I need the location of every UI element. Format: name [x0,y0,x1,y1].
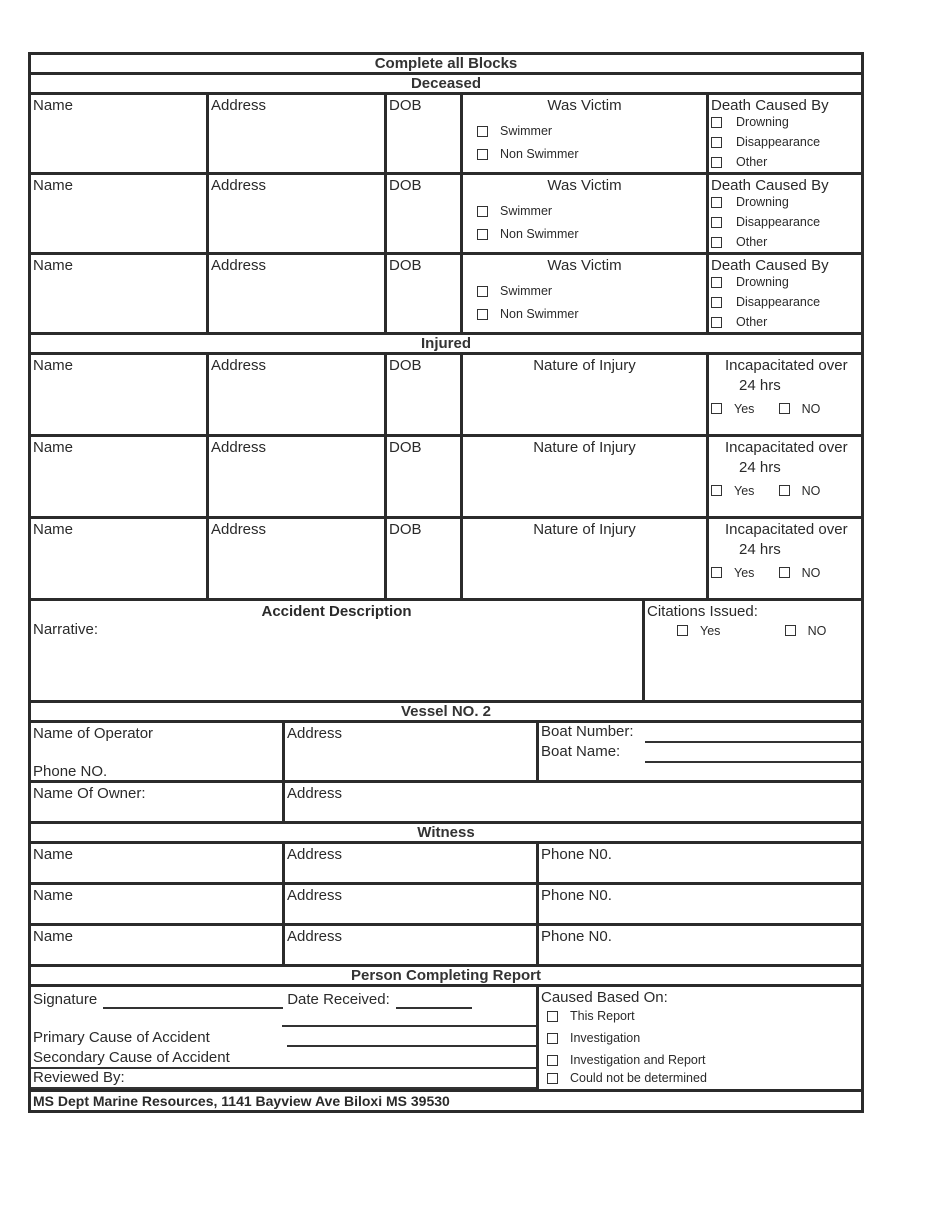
boat-name-field[interactable] [645,743,861,763]
boat-number-field[interactable] [645,723,861,743]
drowning-label: Drowning [736,195,789,209]
injured-header: Injured [31,335,861,355]
address-field[interactable]: Address [209,255,387,332]
dob-field[interactable]: DOB [387,519,463,598]
report-left [31,987,539,1089]
swimmer-label: Swimmer [500,284,553,298]
name-field[interactable]: Name [31,355,209,434]
no-checkbox[interactable] [779,485,790,496]
incapacitated-cell [709,355,861,434]
primary-cause-field[interactable] [287,1045,536,1047]
address-field[interactable]: Address [285,926,539,964]
owner-row [31,783,861,824]
operator-cell[interactable] [31,723,285,780]
accident-header: Accident Description [261,603,412,620]
other-label: Other [736,235,768,249]
deceased-row [31,255,861,335]
death-cell [709,95,861,172]
form-title: Complete all Blocks [31,55,861,75]
injured-row [31,437,861,519]
address-field[interactable]: Address [209,95,387,172]
victim-cell [463,95,709,172]
dob-field[interactable]: DOB [387,95,463,172]
non-swimmer-label: Non Swimmer [500,147,579,161]
report-header: Person Completing Report [31,967,861,987]
secondary-cause-label: Secondary Cause of Accident [33,1049,230,1066]
victim-cell [463,255,709,332]
reviewed-by-label: Reviewed By: [33,1069,125,1086]
this-report-checkbox[interactable] [547,1011,558,1022]
address-field[interactable]: Address [285,885,539,923]
vessel-address-field[interactable]: Address [285,723,539,780]
citations-no-label: NO [807,623,827,638]
no-checkbox[interactable] [779,403,790,414]
death-label: Death Caused By [711,97,829,114]
phone-field[interactable]: Phone N0. [541,846,612,863]
investigation-label: Investigation [570,1031,641,1045]
incapacitated-hours: 24 hrs [739,377,781,394]
name-field[interactable]: Name [31,885,285,923]
incapacitated-label: Incapacitated over [725,521,848,538]
citations-cell [645,601,861,700]
vessel-row [31,723,861,783]
name-field[interactable]: Name [31,95,209,172]
phone-field[interactable]: Phone N0. [541,887,612,904]
non-swimmer-checkbox[interactable] [477,229,488,240]
incapacitated-hours: 24 hrs [739,459,781,476]
injury-field[interactable]: Nature of Injury [463,355,709,434]
disappearance-label: Disappearance [736,295,821,309]
citations-no-checkbox[interactable] [785,625,796,636]
operator-label: Name of Operator [33,725,154,742]
yes-checkbox[interactable] [711,567,722,578]
swimmer-checkbox[interactable] [477,126,488,137]
no-label: NO [801,401,821,416]
disappearance-checkbox[interactable] [711,217,722,228]
owner-address-field[interactable]: Address [287,785,343,802]
no-label: NO [801,483,821,498]
non-swimmer-label: Non Swimmer [500,227,579,241]
swimmer-checkbox[interactable] [477,206,488,217]
yes-label: Yes [734,565,755,580]
caused-label: Caused Based On: [541,989,668,1006]
dob-field[interactable]: DOB [387,255,463,332]
disappearance-checkbox[interactable] [711,137,722,148]
death-label: Death Caused By [711,257,829,274]
yes-checkbox[interactable] [711,485,722,496]
report-row [31,987,861,1092]
witness-header: Witness [31,824,861,844]
caused-cell [539,987,861,1089]
name-field[interactable]: Name [31,255,209,332]
undetermined-label: Could not be determined [570,1071,707,1085]
address-field[interactable]: Address [209,437,387,516]
drowning-checkbox[interactable] [711,197,722,208]
victim-label: Was Victim [547,97,622,114]
drowning-checkbox[interactable] [711,117,722,128]
phone-label: Phone NO. [33,763,108,780]
primary-cause-label: Primary Cause of Accident [33,1029,210,1046]
investigation-report-label: Investigation and Report [570,1053,706,1067]
non-swimmer-checkbox[interactable] [477,149,488,160]
dob-field[interactable]: DOB [387,355,463,434]
injury-field[interactable]: Nature of Injury [463,437,709,516]
deceased-row [31,95,861,175]
injured-row [31,519,861,601]
address-field[interactable]: Address [285,844,539,882]
citations-label: Citations Issued: [647,603,758,620]
disappearance-label: Disappearance [736,215,821,229]
narrative-field[interactable] [31,601,645,700]
drowning-label: Drowning [736,275,789,289]
blank-line[interactable] [282,1009,536,1027]
incapacitated-label: Incapacitated over [725,357,848,374]
footer-address: MS Dept Marine Resources, 1141 Bayview Ave Biloxi MS 39530 [33,1093,450,1109]
disappearance-checkbox[interactable] [711,297,722,308]
signature-label: Signature [33,991,98,1008]
address-field[interactable]: Address [209,175,387,252]
death-label: Death Caused By [711,177,829,194]
disappearance-label: Disappearance [736,135,821,149]
death-cell [709,255,861,332]
yes-checkbox[interactable] [711,403,722,414]
deceased-header: Deceased [31,75,861,95]
victim-label: Was Victim [547,257,622,274]
death-cell [709,175,861,252]
non-swimmer-label: Non Swimmer [500,307,579,321]
phone-field[interactable]: Phone N0. [541,928,612,945]
witness-row [31,844,861,885]
boat-cell [539,723,861,780]
address-field[interactable]: Address [209,355,387,434]
drowning-label: Drowning [736,115,789,129]
address-field[interactable]: Address [209,519,387,598]
victim-cell [463,175,709,252]
injured-row [31,355,861,437]
non-swimmer-checkbox[interactable] [477,309,488,320]
investigation-report-checkbox[interactable] [547,1055,558,1066]
victim-label: Was Victim [547,177,622,194]
deceased-row [31,175,861,255]
incapacitated-cell [709,437,861,516]
date-received-label: Date Received: [287,991,390,1008]
undetermined-checkbox[interactable] [547,1073,558,1084]
narrative-label: Narrative: [33,621,99,638]
other-checkbox[interactable] [711,237,722,248]
other-checkbox[interactable] [711,157,722,168]
other-label: Other [736,155,768,169]
swimmer-label: Swimmer [500,204,553,218]
swimmer-checkbox[interactable] [477,286,488,297]
name-field[interactable]: Name [31,844,285,882]
no-checkbox[interactable] [779,567,790,578]
accident-report-form [28,52,864,1113]
name-field[interactable]: Name [31,926,285,964]
dob-field[interactable]: DOB [387,437,463,516]
citations-yes-checkbox[interactable] [677,625,688,636]
yes-label: Yes [734,483,755,498]
incapacitated-label: Incapacitated over [725,439,848,456]
yes-label: Yes [734,401,755,416]
boat-name-label: Boat Name: [541,743,621,760]
investigation-checkbox[interactable] [547,1033,558,1044]
boat-number-label: Boat Number: [541,723,634,740]
incapacitated-cell [709,519,861,598]
name-field[interactable]: Name [31,519,209,598]
swimmer-label: Swimmer [500,124,553,138]
name-field[interactable]: Name [31,437,209,516]
witness-row [31,926,861,967]
this-report-label: This Report [570,1009,635,1023]
accident-row [31,601,861,703]
incapacitated-hours: 24 hrs [739,541,781,558]
vessel-header: Vessel NO. 2 [31,703,861,723]
name-field[interactable]: Name [31,175,209,252]
injury-field[interactable]: Nature of Injury [463,519,709,598]
no-label: NO [801,565,821,580]
other-label: Other [736,315,768,329]
citations-yes-label: Yes [700,623,721,638]
drowning-checkbox[interactable] [711,277,722,288]
witness-row [31,885,861,926]
dob-field[interactable]: DOB [387,175,463,252]
other-checkbox[interactable] [711,317,722,328]
owner-field[interactable]: Name Of Owner: [31,783,285,821]
